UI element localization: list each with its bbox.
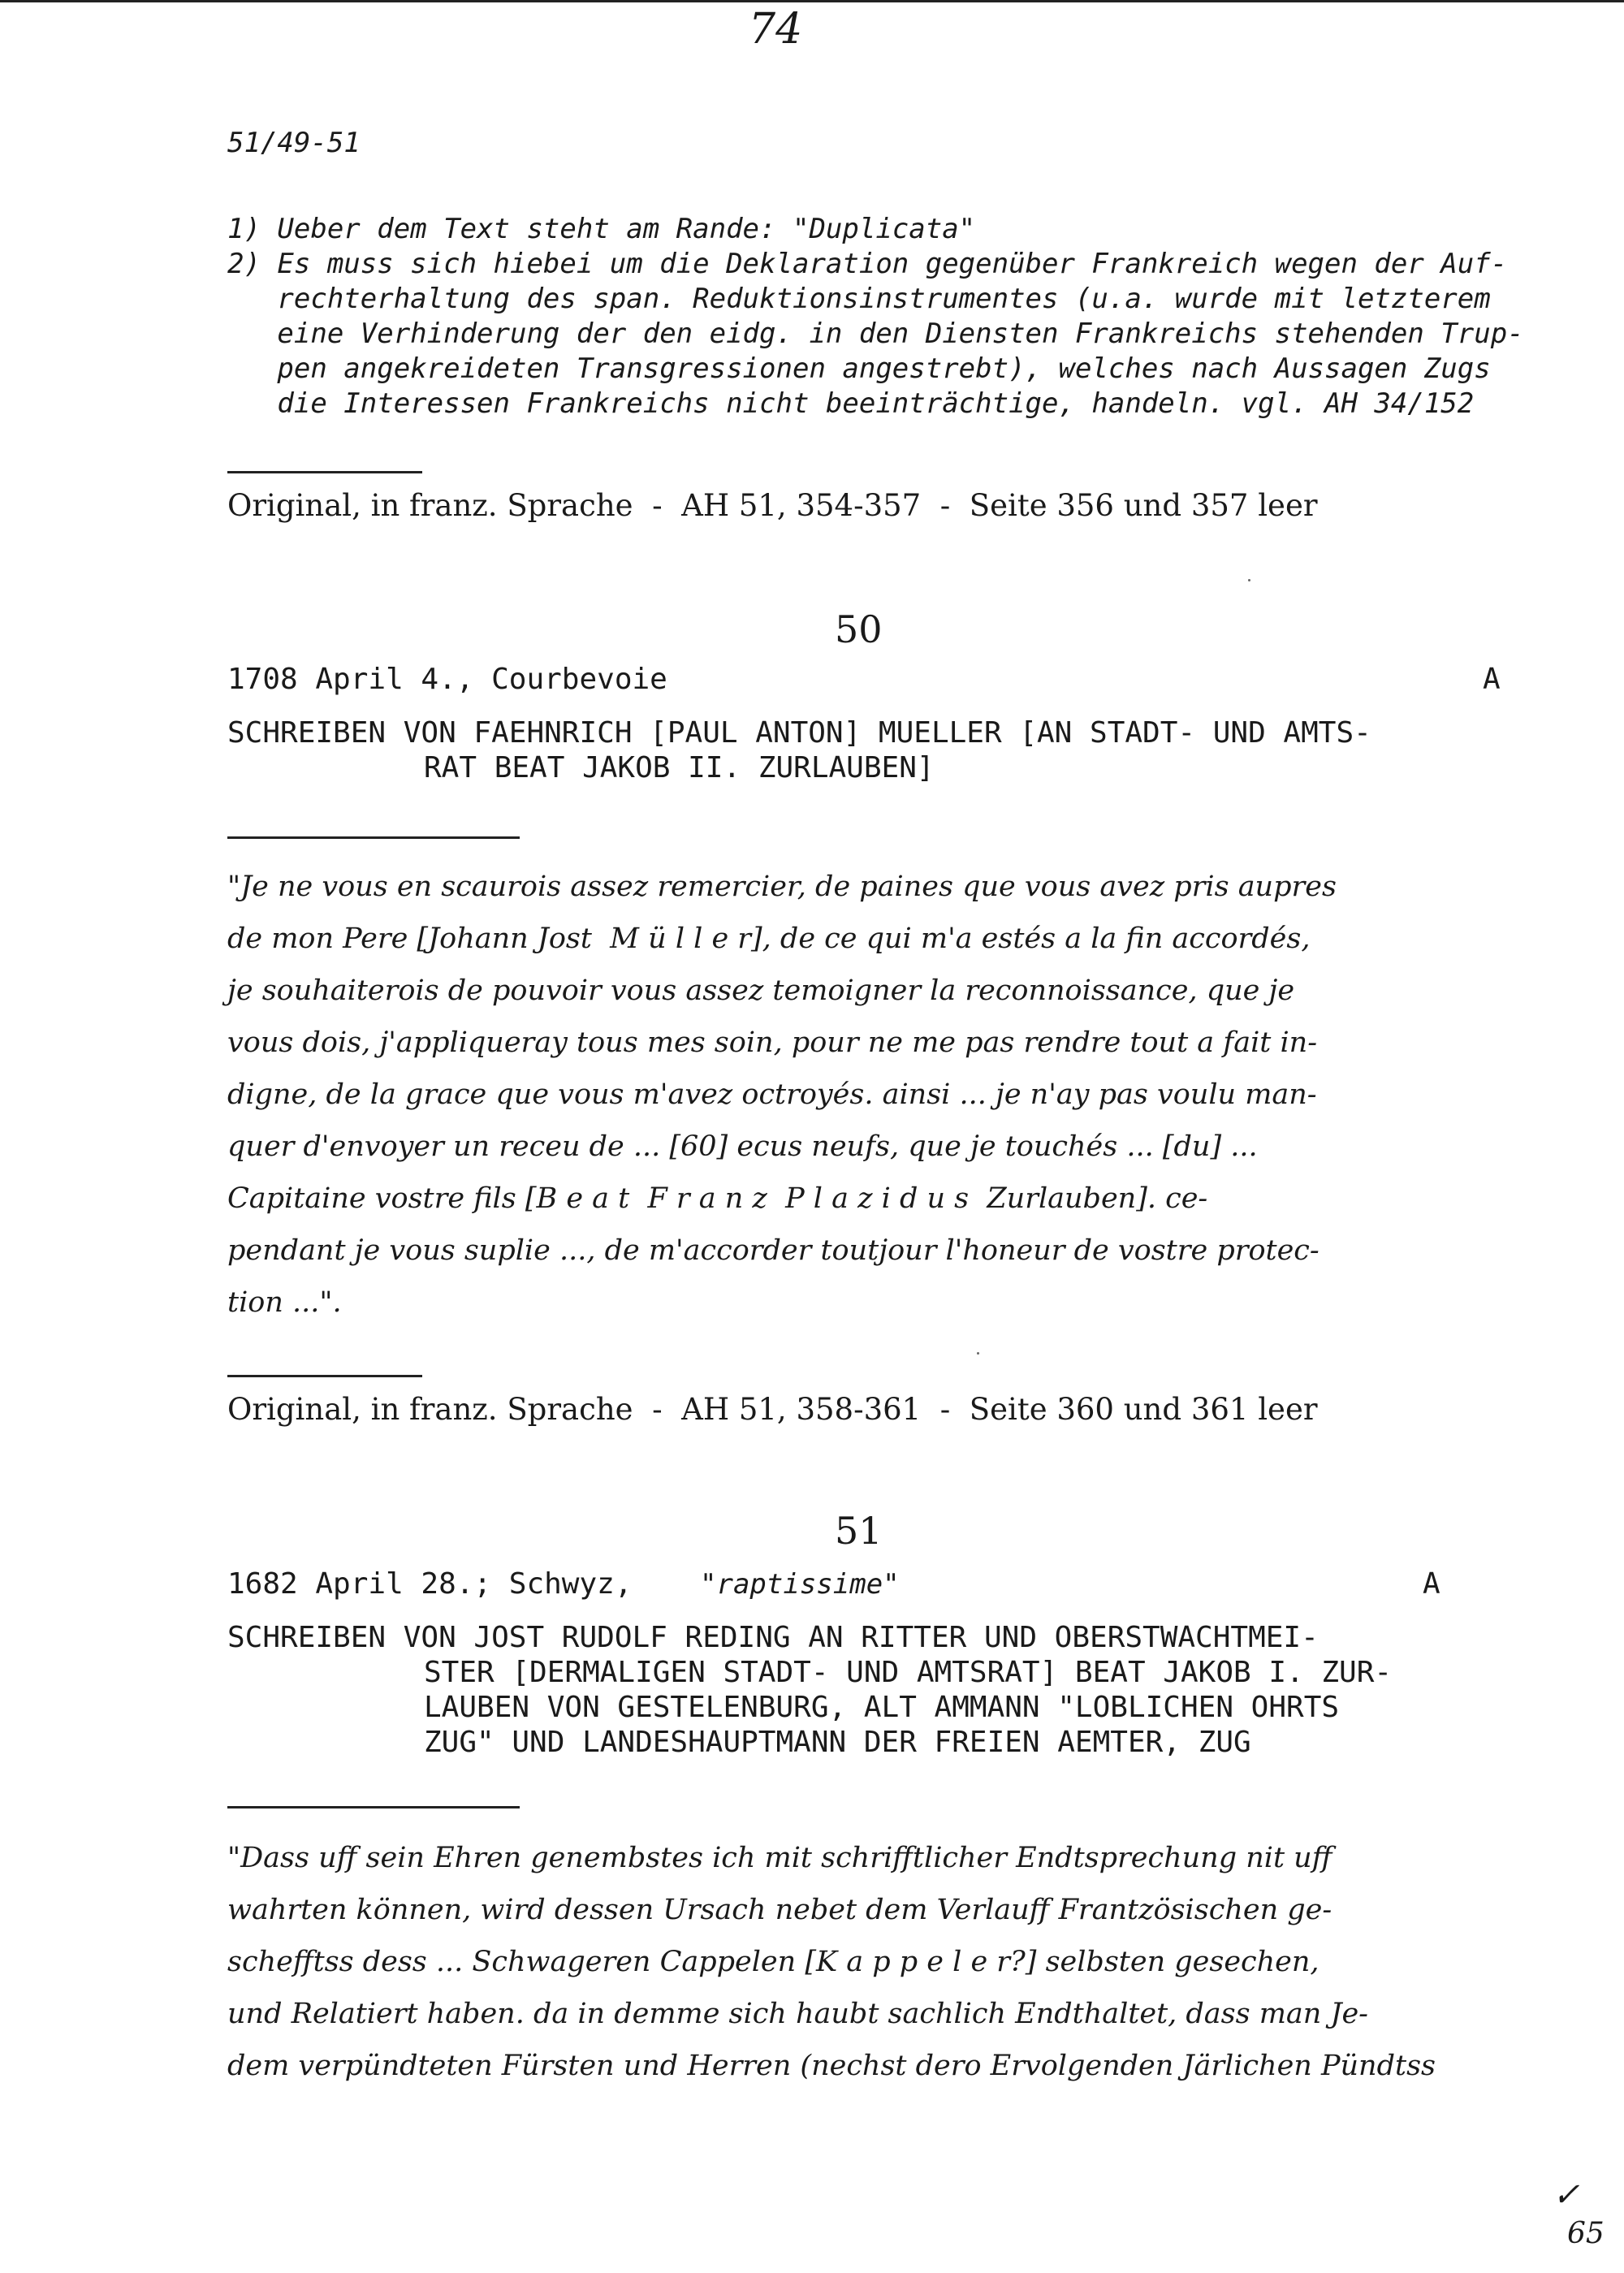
quote-line: Capitaine vostre fils [B e a t F r a n z P l a z i d u s Zurlauben]. ce- — [227, 1182, 1208, 1215]
entry-heading-line: SCHREIBEN VON FAEHNRICH [PAUL ANTON] MUELLER [AN STADT- UND AMTS- — [227, 716, 1371, 750]
handwritten-margin-number: 65 — [1567, 2217, 1605, 2250]
entry-number: 51 — [835, 1509, 883, 1553]
entry-heading-line: LAUBEN VON GESTELENBURG, ALT AMMANN "LOBLICHEN OHRTS — [424, 1691, 1340, 1724]
footnote-line: eine Verhinderung der den eidg. in den Diensten Frankreichs stehenden Trup- — [227, 318, 1524, 350]
footnote-line: 1) Ueber dem Text steht am Rande: "Duplicata" — [227, 213, 976, 245]
check-mark-icon: ✓ — [1553, 2176, 1580, 2214]
footnote-line: die Interessen Frankreichs nicht beeinträchtige, handeln. vgl. AH 34/152 — [227, 387, 1475, 420]
quote-line: und Relatiert haben. da in demme sich haubt sachlich Endthaltet, dass man Je- — [227, 1998, 1369, 2030]
separator-rule — [227, 471, 422, 473]
footnote-line: 2) Es muss sich hiebei um die Deklaration gegenüber Frankreich wegen der Auf- — [227, 248, 1508, 280]
quote-line: "Je ne vous en scaurois assez remercier, de paines que vous avez pris aupres — [227, 871, 1337, 903]
scan-speck — [1248, 579, 1250, 581]
entry-heading-line: SCHREIBEN VON JOST RUDOLF REDING AN RITTER UND OBERSTWACHTMEI- — [227, 1621, 1319, 1654]
quote-line: tion ...". — [227, 1286, 342, 1319]
footnote-line: rechterhaltung des span. Reduktionsinstrumentes (u.a. wurde mit letzterem — [227, 283, 1491, 315]
scan-edge-line — [0, 0, 1624, 2]
reference-number: 51/49-51 — [227, 127, 361, 159]
entry-date-note: "raptissime" — [700, 1568, 900, 1601]
quote-line: quer d'envoyer un receu de ... [60] ecus neufs, que je touchés ... [du] ... — [227, 1130, 1258, 1163]
quote-line: dem verpündteten Fürsten und Herren (nechst dero Ervolgenden Järlichen Pündtss — [227, 2050, 1436, 2082]
separator-rule — [227, 1806, 520, 1808]
entry-heading-line: ZUG" UND LANDESHAUPTMANN DER FREIEN AEMTER, ZUG — [424, 1726, 1251, 1759]
quote-line: pendant je vous suplie ..., de m'accorder toutjour l'honeur de vostre protec- — [227, 1234, 1320, 1267]
entry-marker: A — [1483, 663, 1501, 696]
entry-date-place: 1708 April 4., Courbevoie — [227, 663, 667, 696]
scan-speck — [977, 1352, 979, 1355]
quote-line: de mon Pere [Johann Jost M ü l l e r], de ce qui m'a estés a la fin accordés, — [227, 923, 1311, 955]
quote-line: wahrten können, wird dessen Ursach nebet dem Verlauff Frantzösischen ge- — [227, 1894, 1332, 1926]
separator-rule — [227, 1375, 422, 1377]
separator-rule — [227, 836, 520, 839]
footnote-line: pen angekreideten Transgressionen angestrebt), welches nach Aussagen Zugs — [227, 352, 1491, 385]
quote-line: je souhaiterois de pouvoir vous assez temoigner la reconnoissance, que je — [227, 974, 1295, 1007]
quote-line: vous dois, j'appliqueray tous mes soin, pour ne me pas rendre tout a fait in- — [227, 1026, 1318, 1059]
source-note: Original, in franz. Sprache - AH 51, 354-357 - Seite 356 und 357 leer — [227, 488, 1318, 523]
entry-number: 50 — [835, 607, 883, 651]
entry-date-place: 1682 April 28.; Schwyz, — [227, 1567, 633, 1601]
quote-line: digne, de la grace que vous m'avez octroyés. ainsi ... je n'ay pas voulu man- — [227, 1078, 1317, 1111]
handwritten-page-number: 74 — [749, 5, 803, 54]
entry-heading-line: RAT BEAT JAKOB II. ZURLAUBEN] — [424, 751, 935, 784]
source-note: Original, in franz. Sprache - AH 51, 358-361 - Seite 360 und 361 leer — [227, 1392, 1318, 1427]
quote-line: "Dass uff sein Ehren genembstes ich mit schrifftlicher Endtsprechung nit uff — [227, 1842, 1332, 1874]
entry-marker: A — [1423, 1567, 1440, 1601]
quote-line: schefftss dess ... Schwageren Cappelen [K a p p e l e r?] selbsten gesechen, — [227, 1946, 1320, 1978]
entry-heading-line: STER [DERMALIGEN STADT- UND AMTSRAT] BEAT JAKOB I. ZUR- — [424, 1656, 1393, 1689]
